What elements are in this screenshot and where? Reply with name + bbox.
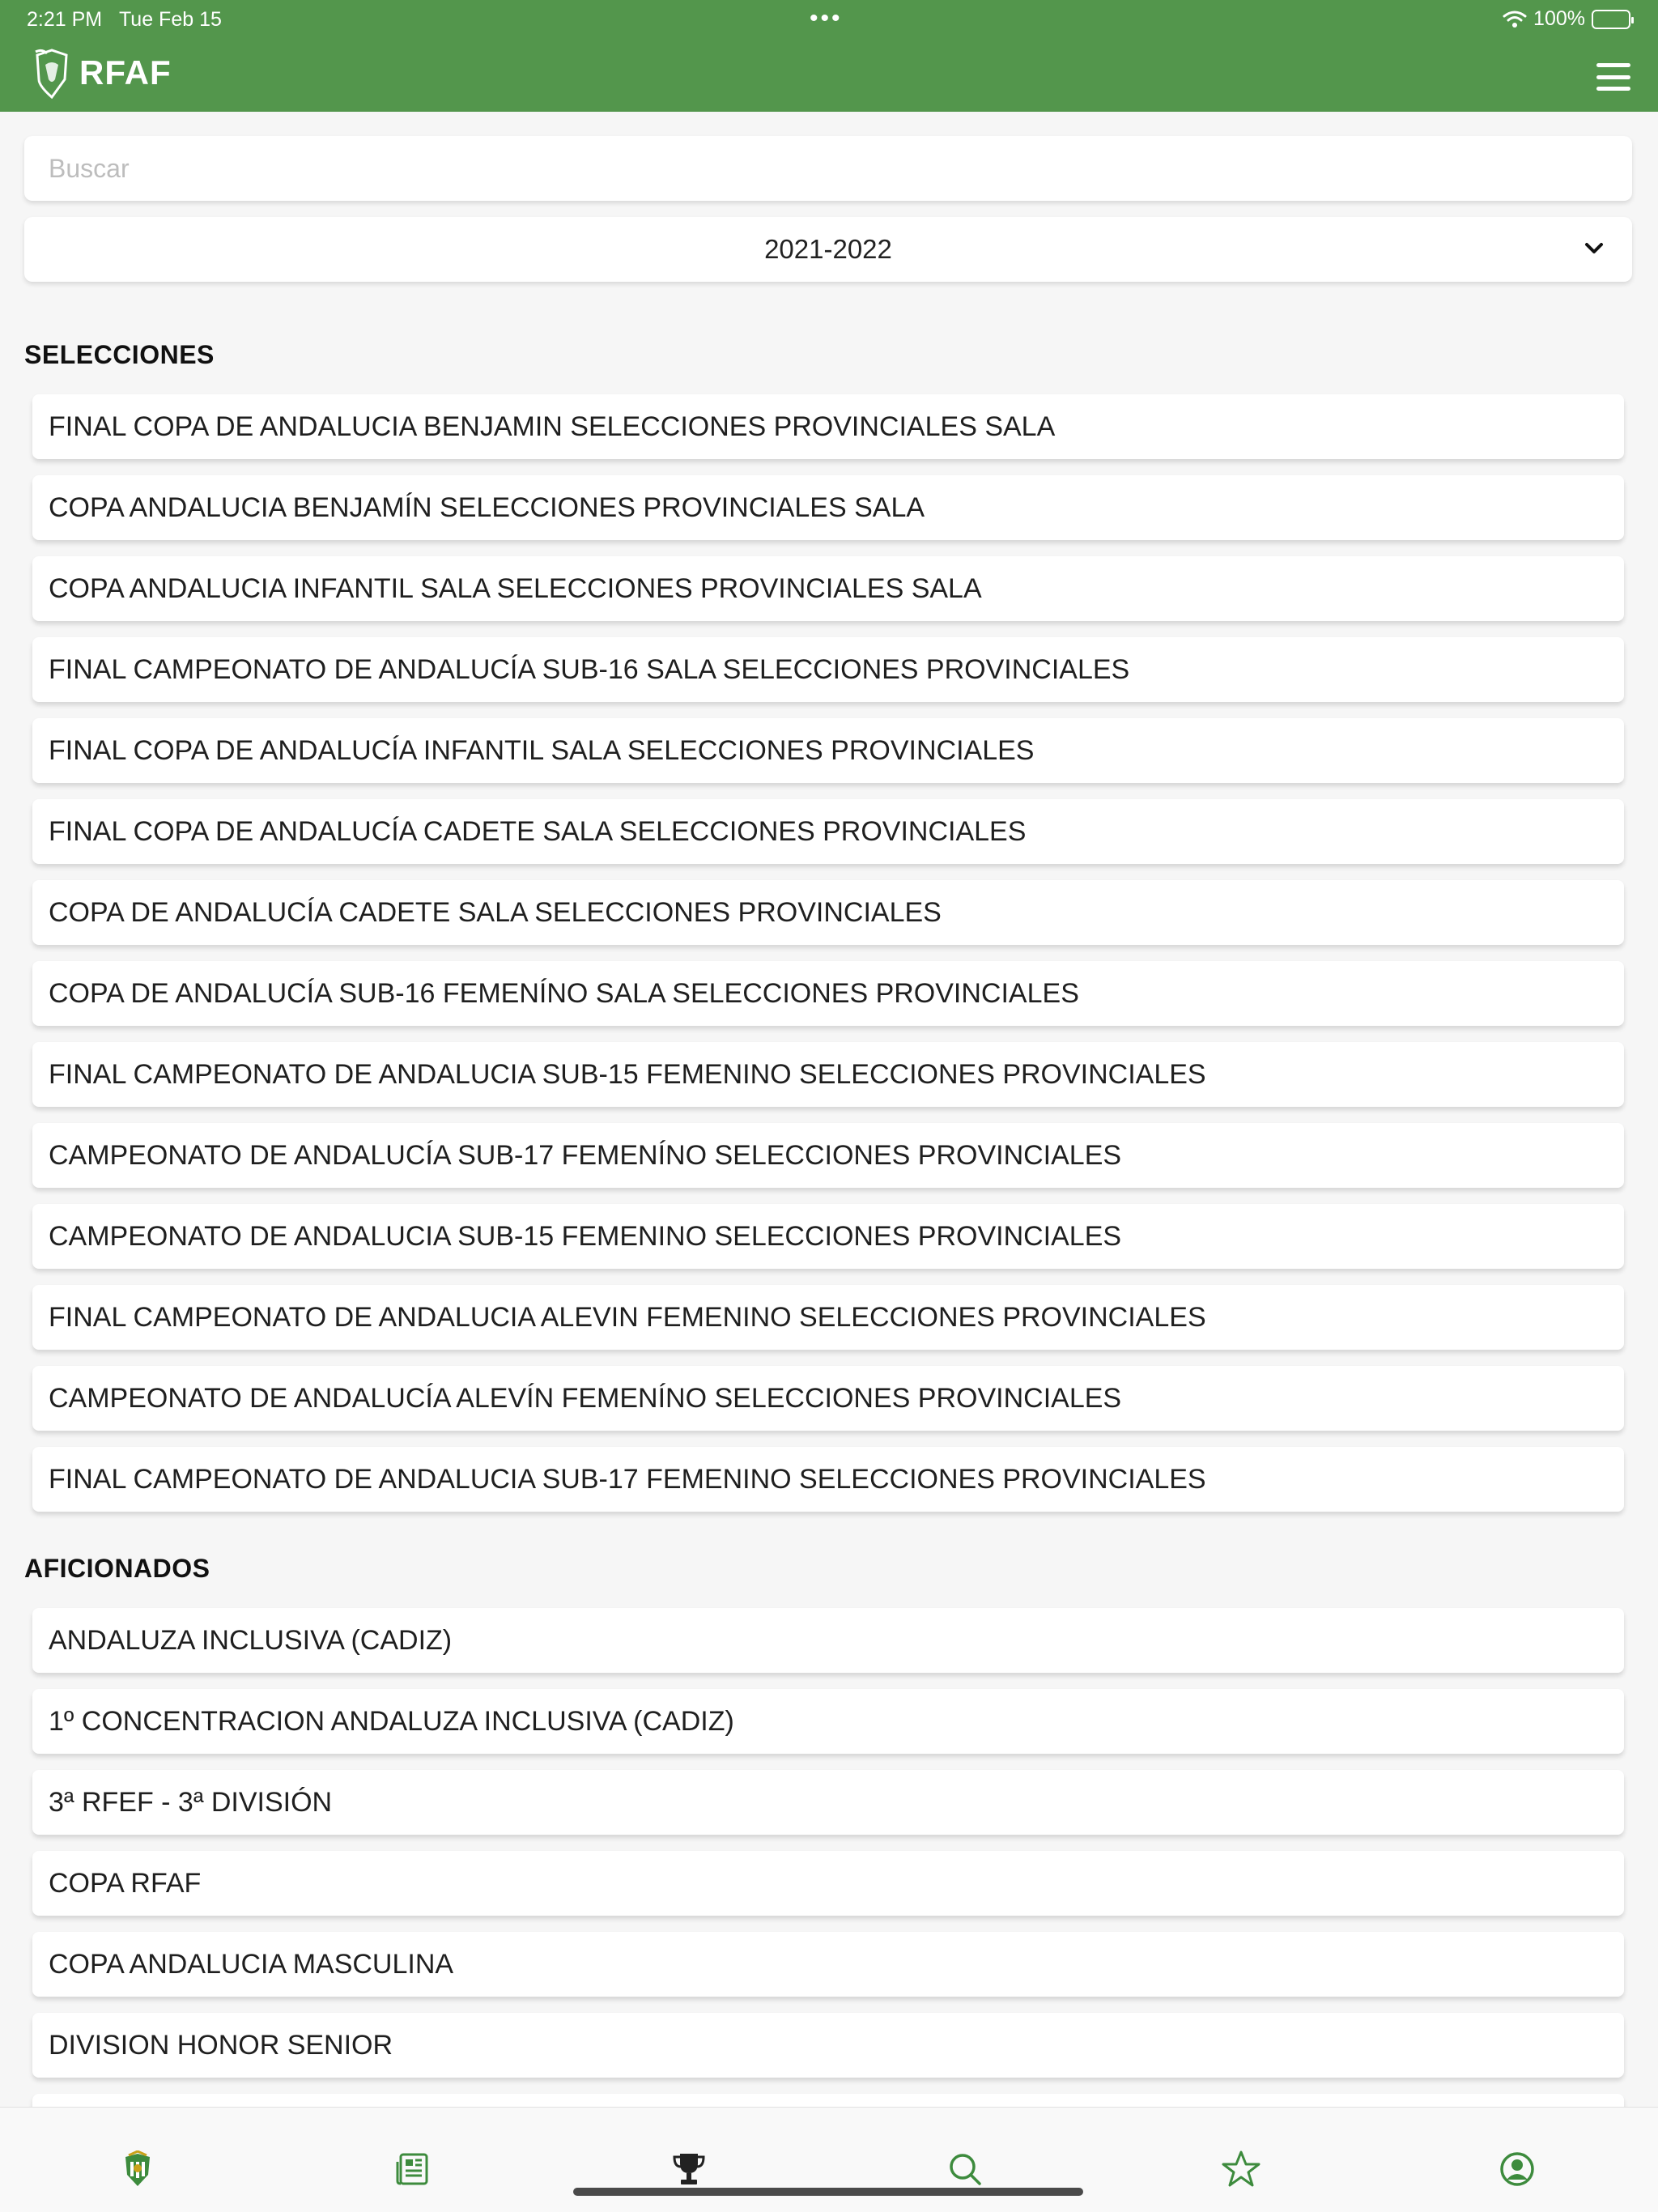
list-item[interactable]: FINAL COPA DE ANDALUCÍA INFANTIL SALA SELECCIONES PROVINCIALES: [32, 718, 1624, 783]
list-item[interactable]: COPA RFAF: [32, 1851, 1624, 1916]
rfaf-crest-icon: [31, 47, 73, 99]
brand-logo: [31, 47, 172, 99]
list-item[interactable]: CAMPEONATO DE ANDALUCÍA SUB-17 FEMENÍNO SELECCIONES PROVINCIALES: [32, 1123, 1624, 1188]
list-item[interactable]: CAMPEONATO DE ANDALUCÍA ALEVÍN FEMENÍNO SELECCIONES PROVINCIALES: [32, 1366, 1624, 1431]
profile-icon: [1499, 2150, 1536, 2188]
tab-home[interactable]: [117, 2148, 159, 2190]
brand-name: RFAF: [79, 53, 172, 91]
list-item[interactable]: 3ª RFEF - 3ª DIVISIÓN: [32, 1770, 1624, 1835]
app-header: [0, 0, 1658, 112]
status-clock: 2:21 PM: [27, 8, 103, 31]
list-item[interactable]: FINAL CAMPEONATO DE ANDALUCIA SUB-15 FEMENINO SELECCIONES PROVINCIALES: [32, 1042, 1624, 1107]
search-input[interactable]: [49, 154, 1632, 184]
list-item[interactable]: 1º CONCENTRACION ANDALUZA INCLUSIVA (CADIZ): [32, 1689, 1624, 1754]
news-icon: [394, 2150, 432, 2188]
star-icon: [1221, 2149, 1261, 2189]
list-item[interactable]: FINAL COPA DE ANDALUCIA BENJAMIN SELECCIONES PROVINCIALES SALA: [32, 394, 1624, 459]
season-select[interactable]: [24, 217, 1632, 282]
battery-percent: 100%: [1533, 7, 1585, 30]
list-item[interactable]: FINAL COPA DE ANDALUCÍA CADETE SALA SELECCIONES PROVINCIALES: [32, 799, 1624, 864]
status-right: [1503, 7, 1630, 31]
competition-list-selecciones: [32, 394, 1624, 1528]
list-item[interactable]: COPA ANDALUCIA INFANTIL SALA SELECCIONES PROVINCIALES SALA: [32, 556, 1624, 621]
tab-search[interactable]: [944, 2148, 986, 2190]
status-bar: [0, 0, 1658, 37]
list-item[interactable]: COPA DE ANDALUCÍA CADETE SALA SELECCIONES PROVINCIALES: [32, 880, 1624, 945]
list-item[interactable]: COPA DE ANDALUCÍA SUB-16 FEMENÍNO SALA SELECCIONES PROVINCIALES: [32, 961, 1624, 1026]
trophy-icon: [670, 2150, 708, 2188]
club-crest-icon: [119, 2150, 156, 2188]
list-item[interactable]: ANDALUZA INCLUSIVA (CADIZ): [32, 1608, 1624, 1673]
search-icon: [946, 2150, 984, 2188]
list-item[interactable]: DIVISION HONOR SENIOR: [32, 2013, 1624, 2078]
season-select-value: 2021-2022: [764, 234, 892, 264]
search-field[interactable]: [24, 136, 1632, 201]
list-item[interactable]: FINAL CAMPEONATO DE ANDALUCIA SUB-17 FEMENINO SELECCIONES PROVINCIALES: [32, 1447, 1624, 1512]
tab-competitions[interactable]: [668, 2148, 710, 2190]
list-item[interactable]: COPA ANDALUCIA BENJAMÍN SELECCIONES PROVINCIALES SALA: [32, 475, 1624, 540]
list-item[interactable]: FINAL CAMPEONATO DE ANDALUCIA ALEVIN FEMENINO SELECCIONES PROVINCIALES: [32, 1285, 1624, 1350]
section-title-aficionados: AFICIONADOS: [24, 1554, 210, 1583]
tab-favorites[interactable]: [1220, 2148, 1262, 2190]
wifi-icon: [1503, 10, 1527, 29]
list-item[interactable]: CAMPEONATO DE ANDALUCIA SUB-15 FEMENINO SELECCIONES PROVINCIALES: [32, 1204, 1624, 1269]
list-item[interactable]: FINAL CAMPEONATO DE ANDALUCÍA SUB-16 SALA SELECCIONES PROVINCIALES: [32, 637, 1624, 702]
battery-icon: [1592, 10, 1630, 29]
multitasking-dots-icon[interactable]: •••: [810, 5, 843, 32]
status-date: Tue Feb 15: [118, 8, 222, 31]
chevron-down-icon: [1582, 236, 1606, 261]
section-title-selecciones: SELECCIONES: [24, 340, 215, 369]
hamburger-menu-icon[interactable]: [1596, 63, 1630, 91]
competition-list-aficionados: [32, 1608, 1624, 2175]
tab-profile[interactable]: [1496, 2148, 1538, 2190]
home-indicator[interactable]: [573, 2188, 1083, 2196]
tab-news[interactable]: [392, 2148, 434, 2190]
list-item[interactable]: COPA ANDALUCIA MASCULINA: [32, 1932, 1624, 1997]
status-time: [27, 8, 222, 32]
tab-bar: [0, 2107, 1658, 2212]
